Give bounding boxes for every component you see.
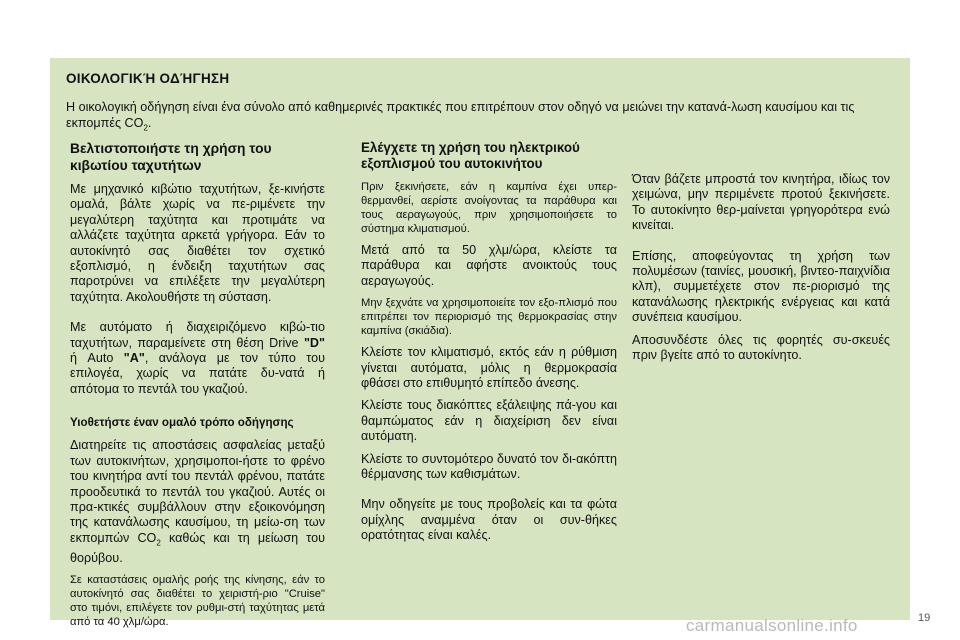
page-title: ΟΙΚΟΛΟΓΙΚΉ ΟΔΉΓΗΣΗ (66, 71, 230, 86)
column-electrical (361, 140, 617, 551)
watermark: carmanualsonline.info (686, 616, 858, 635)
paragraph-fog-lamps: Μην οδηγείτε με τους προβολείς και τα φώτα ομίχλης αναμμένα όταν οι συν-θήκες ορατότητας είναι καλές. (361, 497, 617, 543)
text-segment: Διατηρείτε τις αποστάσεις ασφαλείας μεταξύ των αυτοκινήτων, χρησιμοποι-ήστε το φρένο του κινητήρα αντί του πεντάλ φρένου, πατάτε προοδευτικά το πεντάλ του γκαζιού. Αυτές οι πρα-κτικές συμβάλλουν στην εξοικονόμηση της κατανάλωσης καυσίμου, τη μείω-ση των εκπομπών CO (70, 438, 325, 545)
paragraph-demisting: Κλείστε τους διακόπτες εξάλειψης πά-γου και θαμπώματος εάν η διαχείριση δεν είναι αυτόματη. (361, 398, 617, 444)
text-segment: ή Auto (70, 351, 124, 366)
intro-text: Η οικολογική οδήγηση είναι ένα σύνολο από καθημερινές πρακτικές που επιτρέπουν στον οδηγό να μειώνει την κατανά-λωση καυσίμου και τις εκπομπές CO (66, 100, 855, 130)
intro-paragraph (66, 99, 896, 137)
paragraph-multimedia: Επίσης, αποφεύγοντας τη χρήση των πολυμέσων (ταινίες, μουσική, βιντεο-παιχνίδια κλπ), συμμετέχετε στον πε-ριορισμό της κατανάλωσης ηλεκτρικής ενέργειας και κατά συνέπεια καυσίμου. (632, 248, 890, 325)
text-segment: καθώς και τη μείωση του θορύβου. (70, 530, 325, 565)
paragraph-ventilation: Πριν ξεκινήσετε, εάν η καμπίνα έχει υπερ-θερμανθεί, αερίστε ανοίγοντας τα παράθυρα και τους αεραγωγούς, πριν χρησιμοποιήσετε το σύστημα κλιματισμού. (361, 181, 617, 235)
paragraph-sun-blinds: Μην ξεχνάτε να χρησιμοποιείτε τον εξο-πλισμό που επιτρέπει τον περιορισμό της θερμοκρασίας στην καμπίνα (σκιάδια). (361, 297, 617, 338)
heading-gearbox: Βελτιστοποιήστε τη χρήση του κιβωτίου ταχυτήτων (70, 141, 272, 173)
paragraph-seat-heating: Κλείστε το συντομότερο δυνατό τον δι-ακόπτη θέρμανσης των καθισμάτων. (361, 451, 617, 482)
paragraph-portable-devices: Αποσυνδέστε όλες τις φορητές συ-σκευές πριν βγείτε από το αυτοκίνητο. (632, 332, 890, 363)
intro-subscript: 2 (143, 123, 148, 133)
column-engine-start (632, 172, 890, 370)
auto-mode-label: "A" (123, 351, 145, 366)
text-segment: Με αυτόματο ή διαχειριζόμενο κιβώ-τιο ταχυτήτων, παραμείνετε στη θέση Drive (70, 320, 325, 350)
paragraph-automatic-gearbox (70, 320, 325, 397)
paragraph-cruise-control: Σε καταστάσεις ομαλής ροής της κίνησης, εάν το αυτοκίνητό σας διαθέτει το χειριστή-ριο "Cruise" στο τιμόνι, επιλέγετε τον ρυθμι-στή ταχύτητας μετά από τα 40 χλμ/ώρα. (70, 574, 325, 629)
paragraph-engine-warmup: Όταν βάζετε μπροστά τον κινητήρα, ιδίως τον χειμώνα, μην περιμένετε προτού ξεκινήσετε. Το αυτοκίνητο θερ-μαίνεται γρηγορότερα ενώ κινείται. (632, 172, 890, 233)
paragraph-smooth-driving (70, 438, 325, 566)
paragraph-manual-gearbox: Με μηχανικό κιβώτιο ταχυτήτων, ξε-κινήστε ομαλά, βάλτε χωρίς να πε-ριμένετε την μεγαλύτερη ταχύτητα και προτιμάτε να αλλάζετε ταχύτητα αρκετά γρήγορα. Εάν το αυτοκίνητό σας διαθέτει τον σχετικό εξοπλισμό, η ένδειξη ταχυτήτων σας παροτρύνει να επιλέξετε την μεγαλύτερη ταχύτητα. Ακολουθήστε τη σύσταση. (70, 182, 325, 304)
paragraph-air-conditioning: Κλείστε τον κλιματισμό, εκτός εάν η ρύθμιση γίνεται αυτόματα, μόλις η θερμοκρασία φθάσει στο επιθυμητό επίπεδο άνεσης. (361, 345, 617, 391)
heading-electrical: Ελέγχετε τη χρήση του ηλεκτρικού εξοπλισμού του αυτοκινήτου (361, 140, 580, 171)
intro-end: . (147, 116, 152, 130)
paragraph-windows: Μετά από τα 50 χλμ/ώρα, κλείστε τα παράθυρα και αφήστε ανοικτούς τους αεραγωγούς. (361, 243, 617, 288)
page-number: 19 (918, 612, 931, 624)
subheading-smooth-driving: Υιοθετήστε έναν ομαλό τρόπο οδήγησης (70, 416, 294, 430)
text-segment: , ανάλογα με τον τύπο του επιλογέα, χωρίς να πατάτε δυ-νατά ή απότομα το πεντάλ του γκαζιού. (70, 351, 325, 396)
co2-subscript: 2 (156, 538, 161, 548)
drive-mode-label: "D" (303, 335, 325, 350)
column-gearbox (70, 140, 325, 636)
